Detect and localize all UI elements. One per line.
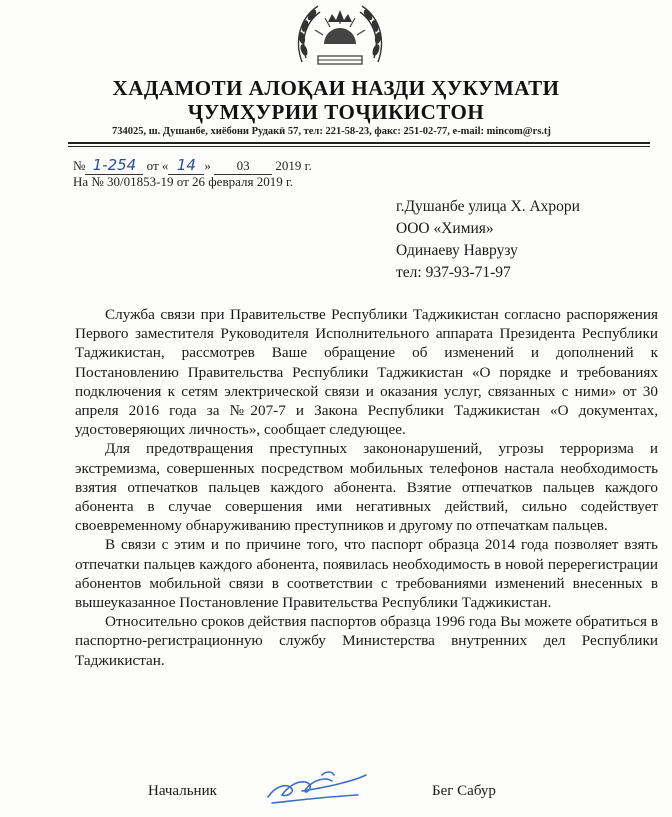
ref-month: 03: [214, 158, 272, 175]
org-title-line2: ҶУМҲУРИИ ТОҶИКИСТОН: [187, 100, 485, 124]
recipient-phone: тел: 937-93-71-97: [396, 264, 511, 281]
header-divider-thick: [68, 142, 650, 144]
org-title-line1: ХАДАМОТИ АЛОҚАИ НАЗДИ ҲУКУМАТИ: [112, 76, 560, 100]
handwritten-signature-icon: [262, 767, 372, 809]
signatory-name: Бег Сабур: [432, 783, 496, 799]
outgoing-reference: [73, 156, 312, 175]
ref-no-prefix: №: [73, 158, 86, 173]
tajikistan-coat-of-arms-icon: [290, 0, 390, 72]
ref-year: 2019 г.: [275, 158, 312, 173]
recipient-block: [396, 196, 580, 284]
ref-number: 1-254: [85, 156, 143, 175]
body-paragraph-1: Служба связи при Правительстве Республики Таджикистан согласно распоряжения Первого заместителя Руководителя Исполнительного аппарата Президента Республики Таджикистан, рассмотрев Ваше обращение об изменений и дополнений к Постановлению Правительства Республики Таджикистан «О порядке и требованиях подключения к сетям электрической связи и оказания услуг, связанных с ними» от 30 апреля 2016 года за №207-7 и Закона Республики Таджикистан «О документах, удостоверяющих личность», сообщает следующее.: [75, 306, 658, 439]
ref-day: 14: [168, 156, 204, 175]
body-paragraph-2: Для предотвращения преступных закононарушений, угрозы терроризма и экстремизма, совершенных посредством мобильных телефонов настала необходимость взятия отпечатков пальцев каждого абонента. Взятие отпечатков пальцев каждого абонента в случае совершения ими негативных действий, сильно содействует своевременному обнаруживанию преступников и другому по отпечаткам пальцев.: [75, 440, 658, 535]
recipient-person: Одинаеву Наврузу: [396, 242, 518, 259]
body-paragraph-4: Относительно сроков действия паспортов образца 1996 года Вы можете обратиться в паспортно-регистрационную службу Министерства внутренних дел Республики Таджикистан.: [75, 613, 658, 669]
ref-from-word: от «: [146, 158, 169, 173]
contact-line: 734025, ш. Душанбе, хиёбони Рудакӣ 57, тел: 221-58-23, факс: 251-02-77, e-mail: mincom@rs.tj: [112, 126, 551, 137]
header-divider-thin: [68, 146, 650, 147]
incoming-reference: На № 30/01853-19 от 26 февраля 2019 г.: [73, 174, 294, 189]
recipient-company: ООО «Химия»: [396, 220, 494, 237]
recipient-address: г.Душанбе улица Х. Ахрори: [396, 198, 580, 215]
ref-month-sep: »: [204, 158, 211, 173]
letter-body: [75, 305, 658, 670]
body-paragraph-3: В связи с этим и по причине того, что паспорт образца 2014 года позволяет взять отпечатки пальцев каждого абонента, появилась необходимость в новой перерегистрации абонентов мобильной связи в соответствии с требованиями изменений внесенных в вышеуказанное Постановление Правительства Республики Таджикистан.: [75, 536, 658, 612]
signatory-title: Начальник: [148, 783, 217, 799]
signature-block: [0, 775, 672, 815]
